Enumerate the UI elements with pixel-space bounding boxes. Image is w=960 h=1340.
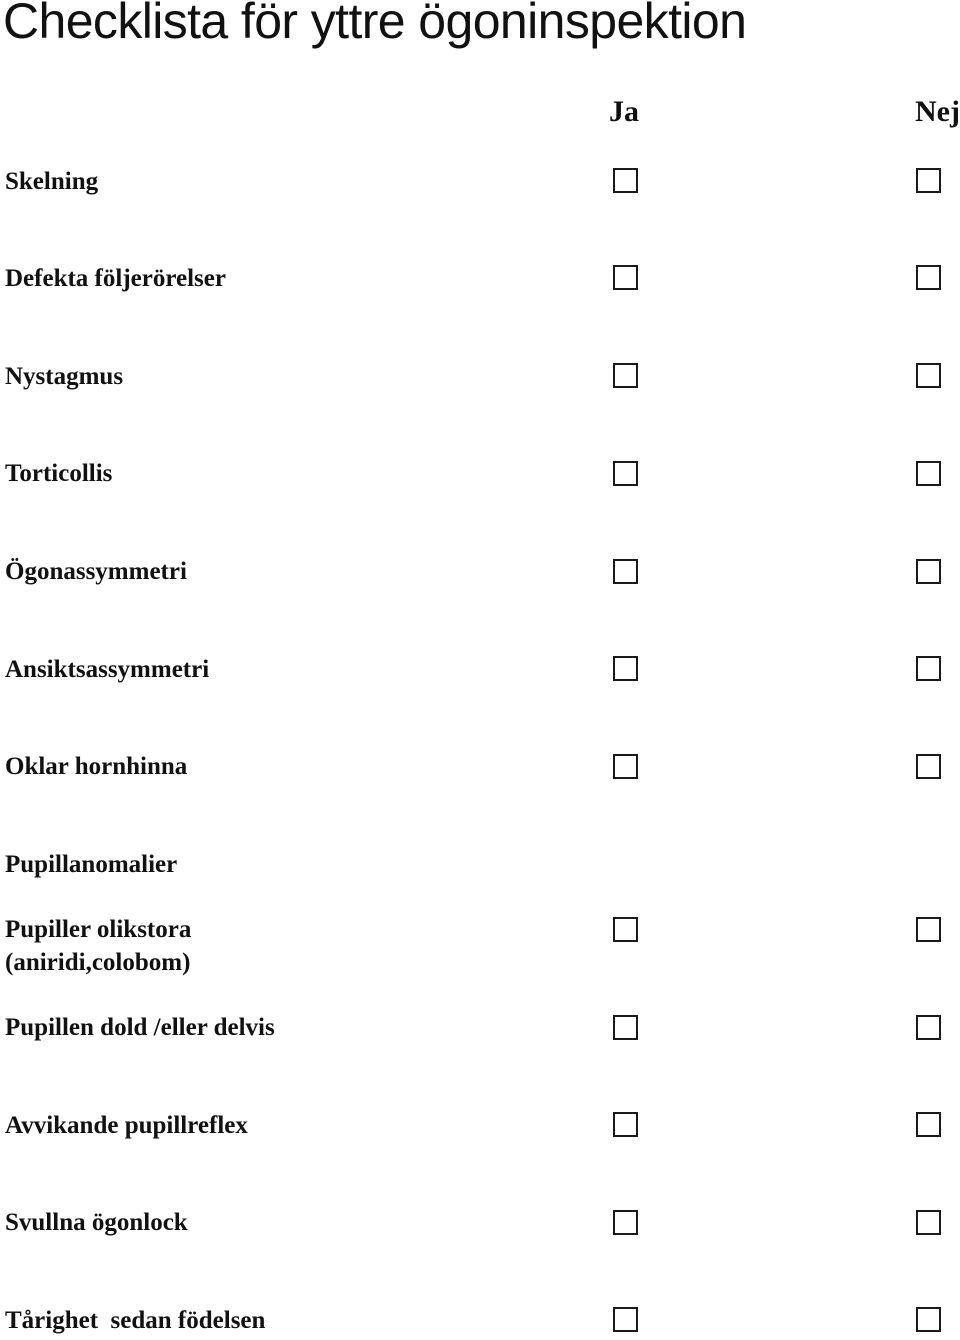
row-label-oklar-hornhinna: Oklar hornhinna	[5, 753, 188, 780]
row-label-svullna-ogonlock: Svullna ögonlock	[5, 1209, 188, 1236]
checkbox-torticollis-nej[interactable]	[916, 461, 941, 486]
checkbox-ansiktsassymmetri-nej[interactable]	[916, 656, 941, 681]
row-label-ansiktsassymmetri: Ansiktsassymmetri	[5, 656, 210, 683]
row-label-pupiller-olikstora-line2: (aniridi,colobom)	[5, 949, 191, 976]
checkbox-skelning-ja[interactable]	[613, 168, 638, 193]
checkbox-defekta-foljerorelser-ja[interactable]	[613, 265, 638, 290]
checkbox-svullna-ogonlock-ja[interactable]	[613, 1210, 638, 1235]
page-title: Checklista för yttre ögoninspektion	[3, 0, 747, 49]
row-label-skelning: Skelning	[5, 168, 99, 195]
checkbox-ogonassymmetri-nej[interactable]	[916, 559, 941, 584]
checkbox-avvikande-pupillreflex-ja[interactable]	[613, 1112, 638, 1137]
row-label-avvikande-pupillreflex: Avvikande pupillreflex	[5, 1112, 248, 1139]
column-header-yes: Ja	[609, 95, 639, 128]
checkbox-oklar-hornhinna-nej[interactable]	[916, 754, 941, 779]
checkbox-tarighet-sedan-fodelsen-nej[interactable]	[916, 1307, 941, 1332]
checkbox-ogonassymmetri-ja[interactable]	[613, 559, 638, 584]
checkbox-defekta-foljerorelser-nej[interactable]	[916, 265, 941, 290]
checkbox-svullna-ogonlock-nej[interactable]	[916, 1210, 941, 1235]
checkbox-oklar-hornhinna-ja[interactable]	[613, 754, 638, 779]
checkbox-pupiller-olikstora-nej[interactable]	[916, 917, 941, 942]
row-label-pupillen-dold: Pupillen dold /eller delvis	[5, 1014, 275, 1041]
row-label-torticollis: Torticollis	[5, 460, 113, 487]
row-label-tarighet-sedan-fodelsen: Tårighet sedan födelsen	[5, 1307, 266, 1334]
checkbox-nystagmus-nej[interactable]	[916, 363, 941, 388]
checkbox-pupiller-olikstora-ja[interactable]	[613, 917, 638, 942]
row-label-defekta-foljerorelser: Defekta följerörelser	[5, 265, 226, 292]
checkbox-pupillen-dold-nej[interactable]	[916, 1015, 941, 1040]
checkbox-tarighet-sedan-fodelsen-ja[interactable]	[613, 1307, 638, 1332]
row-label-ogonassymmetri: Ögonassymmetri	[5, 558, 187, 585]
checkbox-skelning-nej[interactable]	[916, 168, 941, 193]
checkbox-torticollis-ja[interactable]	[613, 461, 638, 486]
row-label-pupillanomalier: Pupillanomalier	[5, 851, 178, 878]
checkbox-ansiktsassymmetri-ja[interactable]	[613, 656, 638, 681]
checkbox-nystagmus-ja[interactable]	[613, 363, 638, 388]
checkbox-pupillen-dold-ja[interactable]	[613, 1015, 638, 1040]
row-label-pupiller-olikstora: Pupiller olikstora	[5, 916, 192, 943]
column-header-no: Nej	[915, 95, 960, 128]
row-label-nystagmus: Nystagmus	[5, 363, 124, 390]
checkbox-avvikande-pupillreflex-nej[interactable]	[916, 1112, 941, 1137]
